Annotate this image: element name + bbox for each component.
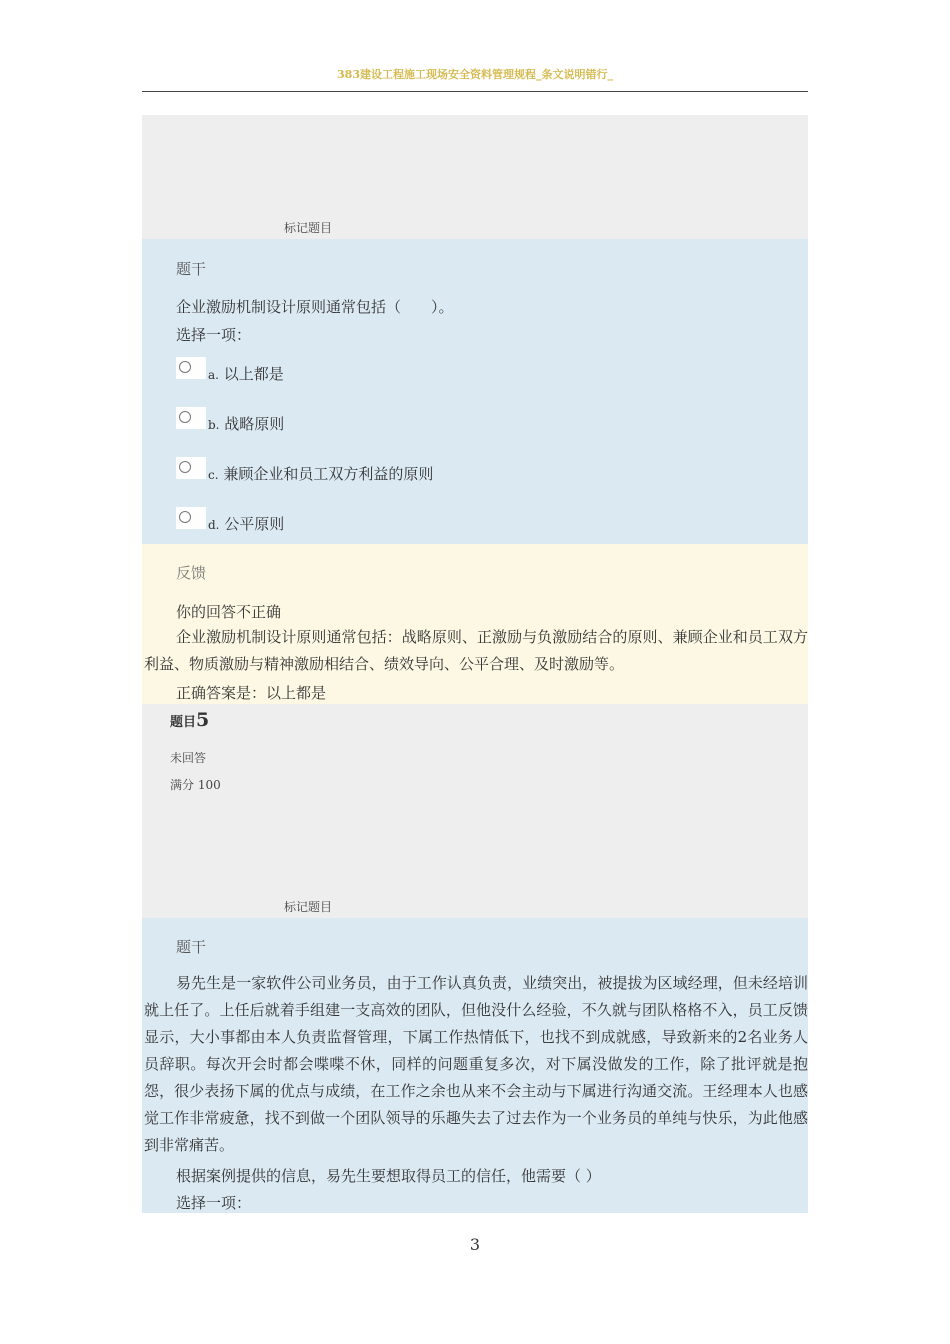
- q5-stem-label: 题干: [176, 938, 207, 956]
- radio-button[interactable]: [176, 457, 206, 479]
- q4-info-panel: [142, 115, 808, 239]
- page-number: 3: [469, 1235, 481, 1254]
- radio-icon: [179, 461, 191, 473]
- q4-choose-one: 选择一项：: [176, 326, 252, 344]
- radio-icon: [179, 411, 191, 423]
- q5-status: 未回答: [170, 751, 207, 765]
- q4-stem-panel: [142, 239, 808, 544]
- feedback-result: 你的回答不正确: [176, 603, 282, 621]
- feedback-correct-answer: 正确答案是：以上都是: [176, 684, 327, 702]
- option-text: 公平原则: [224, 515, 285, 533]
- q5-case-text: 易先生是一家软件公司业务员，由于工作认真负责，业绩突出，被提拔为区域经理，但未经培训就上任了。上任后就着手组建一支高效的团队，但他没什么经验，不久就与团队格格不入，员工反馈显示，大小事都由本人负责监督管理，下属工作热情低下，也找不到成就感，导致新来的2名业务人员辞职。每次开会时都会喋喋不休，同样的问题重复多次，对下属没做发的工作，除了批评就是抱怨，很少表扬下属的优点与成绩，在工作之余也从来不会主动与下属进行沟通交流。王经理本人也感觉工作非常疲惫，找不到做一个团队领导的乐趣失去了过去作为一个业务员的单纯与快乐，为此他感到非常痛苦。: [144, 974, 808, 1154]
- q4-question-text: 企业激励机制设计原则通常包括（ ）。: [176, 298, 454, 316]
- option-letter: c.: [208, 468, 219, 482]
- q5-question-text: 根据案例提供的信息，易先生要想取得员工的信任，他需要（ ）: [176, 1167, 601, 1185]
- feedback-label: 反馈: [176, 564, 207, 582]
- feedback-explanation: 企业激励机制设计原则通常包括：战略原则、正激励与负激励结合的原则、兼顾企业和员工双方利益、物质激励与精神激励相结合、绩效导向、公平合理、及时激励等。: [144, 628, 808, 673]
- option-text: 兼顾企业和员工双方利益的原则: [223, 465, 434, 483]
- document-header: 383建设工程施工现场安全资料管理规程_条文说明错行_: [337, 68, 613, 81]
- question-number: 5: [196, 709, 210, 731]
- q5-score: 满分 100: [170, 778, 221, 792]
- q5-info-panel: [142, 704, 808, 918]
- q4-flag-link[interactable]: 标记题目: [284, 221, 333, 235]
- option-letter: b.: [208, 418, 220, 432]
- radio-icon: [179, 361, 191, 373]
- q4-stem-label: 题干: [176, 260, 207, 278]
- option-text: 以上都是: [223, 365, 284, 383]
- option-letter: a.: [208, 368, 219, 382]
- q5-choose-one: 选择一项：: [176, 1194, 252, 1212]
- radio-button[interactable]: [176, 407, 206, 429]
- q5-flag-link[interactable]: 标记题目: [284, 900, 333, 914]
- q5-title: 题目5: [170, 709, 210, 731]
- radio-button[interactable]: [176, 357, 206, 379]
- radio-button[interactable]: [176, 507, 206, 529]
- header-divider: [142, 91, 808, 92]
- option-text: 战略原则: [224, 415, 285, 433]
- option-letter: d.: [208, 518, 220, 532]
- radio-icon: [179, 511, 191, 523]
